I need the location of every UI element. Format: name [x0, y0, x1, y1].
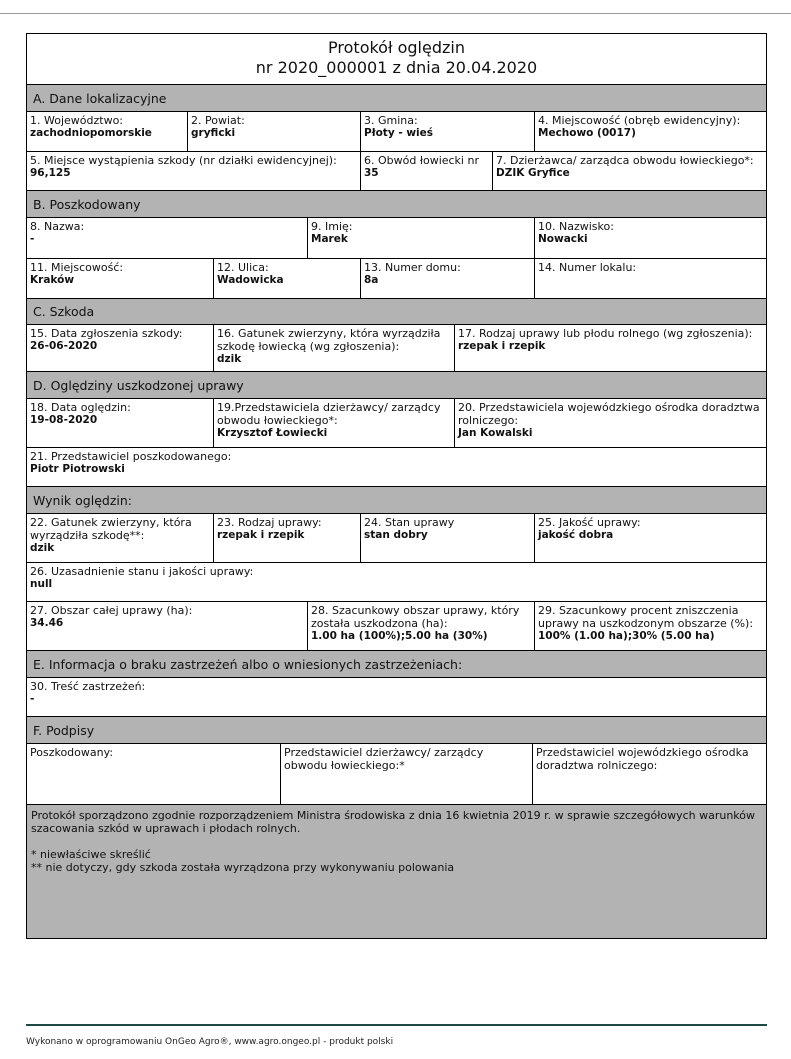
field-value: Marek — [311, 233, 348, 245]
section-wynik-header: Wynik oględzin: — [27, 486, 766, 514]
footer-text: Wykonano w oprogramowaniu OnGeo Agro®, www.agro.ongeo.pl - produkt polski — [26, 1037, 394, 1047]
section-e-header: E. Informacja o braku zastrzeżeń albo o wniesionych zastrzeżeniach: — [27, 650, 766, 678]
field-imie — [307, 218, 534, 258]
field-value: dzik — [217, 353, 242, 365]
field-numer-domu — [360, 259, 534, 298]
field-label: 26. Uzasadnienie stanu i jakości uprawy: — [30, 565, 254, 578]
field-label: 21. Przedstawiciel poszkodowanego: — [30, 450, 232, 463]
field-rodzaj-uprawy-zgloszenie — [454, 325, 766, 371]
field-value: Mechowo (0017) — [538, 127, 636, 139]
field-obwod-lowiecki — [360, 152, 492, 190]
field-value: 19-08-2020 — [30, 414, 98, 426]
field-label: 27. Obszar całej uprawy (ha): — [30, 604, 193, 617]
signature-label: Poszkodowany: — [30, 746, 114, 759]
field-nazwa — [27, 218, 307, 258]
field-procent-zniszczenia — [534, 602, 766, 650]
field-powiat — [187, 112, 360, 151]
field-label: 18. Data oględzin: — [30, 401, 131, 414]
field-label: 13. Numer domu: — [364, 261, 461, 274]
signature-dzierzawca — [280, 744, 532, 805]
field-gatunek-zgloszenie — [213, 325, 454, 371]
field-label: 5. Miejsce wystąpienia szkody (nr działki ewidencyjnej): — [30, 154, 337, 167]
title-line-2: nr 2020_000001 z dnia 20.04.2020 — [255, 58, 538, 77]
field-rodzaj-uprawy — [213, 514, 360, 562]
field-value: - — [30, 693, 35, 705]
title-line-1: Protokół oględzin — [328, 38, 465, 57]
field-value: gryficki — [191, 127, 236, 139]
field-label: 11. Miejscowość: — [30, 261, 124, 274]
field-label: 19.Przedstawiciela dzierżawcy/ zarządcy obwodu łowieckiego*: — [217, 401, 441, 427]
field-value: DZIK Gryfice — [496, 167, 570, 179]
field-value: Płoty - wieś — [364, 127, 434, 139]
field-value: stan dobry — [364, 529, 428, 541]
section-c-header: C. Szkoda — [27, 298, 766, 325]
field-data-zgloszenia — [27, 325, 213, 371]
field-label: 22. Gatunek zwierzyny, która wyrządziła szkodę**: — [30, 516, 192, 542]
field-value: null — [30, 578, 53, 590]
signature-label: Przedstawiciel dzierżawcy/ zarządcy obwodu łowieckiego:* — [284, 746, 484, 772]
section-b-header: B. Poszkodowany — [27, 190, 766, 218]
section-d-header: D. Oględziny uszkodzonej uprawy — [27, 371, 766, 399]
legal-note — [27, 805, 766, 938]
field-value: rzepak i rzepik — [458, 340, 546, 352]
field-value: dzik — [30, 542, 55, 554]
field-value: Kraków — [30, 274, 75, 286]
field-value: Piotr Piotrowski — [30, 463, 125, 475]
field-value: - — [30, 233, 35, 245]
field-label: 2. Powiat: — [191, 114, 245, 127]
field-value: jakość dobra — [538, 529, 614, 541]
field-obszar-uszkodzony — [307, 602, 534, 650]
field-label: 9. Imię: — [311, 220, 353, 233]
field-label: 30. Treść zastrzeżeń: — [30, 680, 146, 693]
top-divider — [0, 13, 791, 14]
field-value: 35 — [364, 167, 379, 179]
field-label: 15. Data zgłoszenia szkody: — [30, 327, 183, 340]
field-nazwisko — [534, 218, 766, 258]
field-value: rzepak i rzepik — [217, 529, 305, 541]
field-value: 8a — [364, 274, 379, 286]
section-f-header: F. Podpisy — [27, 716, 766, 744]
field-label: 8. Nazwa: — [30, 220, 85, 233]
signature-label: Przedstawiciel wojewódzkiego ośrodka doradztwa rolniczego: — [536, 746, 749, 772]
signature-poszkodowany — [27, 744, 280, 805]
field-jakosc-uprawy — [534, 514, 766, 562]
field-label: 24. Stan uprawy — [364, 516, 455, 529]
field-miejscowosc — [534, 112, 766, 151]
field-label: 25. Jakość uprawy: — [538, 516, 641, 529]
field-value: Jan Kowalski — [458, 427, 533, 439]
field-label: 17. Rodzaj uprawy lub płodu rolnego (wg zgłoszenia): — [458, 327, 753, 340]
field-label: 23. Rodzaj uprawy: — [217, 516, 322, 529]
field-value: zachodniopomorskie — [30, 127, 152, 139]
field-label: 28. Szacunkowy obszar uprawy, który została uszkodzona (ha): — [311, 604, 520, 630]
field-label: 10. Nazwisko: — [538, 220, 614, 233]
field-numer-lokalu — [534, 259, 766, 298]
field-label: 3. Gmina: — [364, 114, 418, 127]
field-value: Krzysztof Łowiecki — [217, 427, 328, 439]
field-przedstawiciel-odr — [454, 399, 766, 447]
field-miejsce-szkody — [27, 152, 360, 190]
footnote-1: * niewłaściwe skreślić — [31, 848, 151, 861]
field-label: 20. Przedstawiciela wojewódzkiego ośrodka doradztwa rolniczego: — [458, 401, 760, 427]
field-label: 14. Numer lokalu: — [538, 261, 637, 274]
signature-odr — [532, 744, 766, 805]
section-a-header: A. Dane lokalizacyjne — [27, 84, 766, 112]
field-label: 16. Gatunek zwierzyny, która wyrządziła szkodę łowiecką (wg zgłoszenia): — [217, 327, 441, 353]
field-tresc-zastrzezen — [27, 678, 766, 716]
field-value: Nowacki — [538, 233, 588, 245]
protocol-document — [26, 33, 767, 939]
field-value: 26-06-2020 — [30, 340, 98, 352]
field-gmina — [360, 112, 534, 151]
field-value: 34.46 — [30, 617, 64, 629]
field-stan-uprawy — [360, 514, 534, 562]
field-value: 1.00 ha (100%);5.00 ha (30%) — [311, 630, 488, 642]
field-value: 100% (1.00 ha);30% (5.00 ha) — [538, 630, 715, 642]
field-label: 7. Dzierżawca/ zarządca obwodu łowieckiego*: — [496, 154, 754, 167]
field-przedstawiciel-poszkodowanego — [27, 448, 766, 486]
field-value: Wadowicka — [217, 274, 284, 286]
field-label: 4. Miejscowość (obręb ewidencyjny): — [538, 114, 741, 127]
field-data-ogledzin — [27, 399, 213, 447]
field-wojewodztwo — [27, 112, 187, 151]
footnote-2: ** nie dotyczy, gdy szkoda została wyrządzona przy wykonywaniu polowania — [31, 861, 455, 874]
note-text: Protokół sporządzono zgodnie rozporządzeniem Ministra środowiska z dnia 16 kwietnia 2019 r. w sprawie szczegółowych warunków szacowania szkód w uprawach i płodach rolnych. — [31, 809, 756, 835]
field-value: 96,125 — [30, 167, 71, 179]
field-obszar-uprawy — [27, 602, 307, 650]
field-label: 12. Ulica: — [217, 261, 269, 274]
field-label: 6. Obwód łowiecki nr — [364, 154, 479, 167]
field-miejscowosc-poszk — [27, 259, 213, 298]
field-label: 1. Województwo: — [30, 114, 124, 127]
document-title — [27, 34, 766, 84]
field-uzasadnienie — [27, 563, 766, 601]
field-ulica — [213, 259, 360, 298]
field-gatunek-wynik — [27, 514, 213, 562]
field-dzierzawca — [492, 152, 766, 190]
footer-divider — [26, 1024, 767, 1026]
field-label: 29. Szacunkowy procent zniszczenia uprawy na uszkodzonym obszarze (%): — [538, 604, 754, 630]
field-przedstawiciel-dzierzawcy — [213, 399, 454, 447]
